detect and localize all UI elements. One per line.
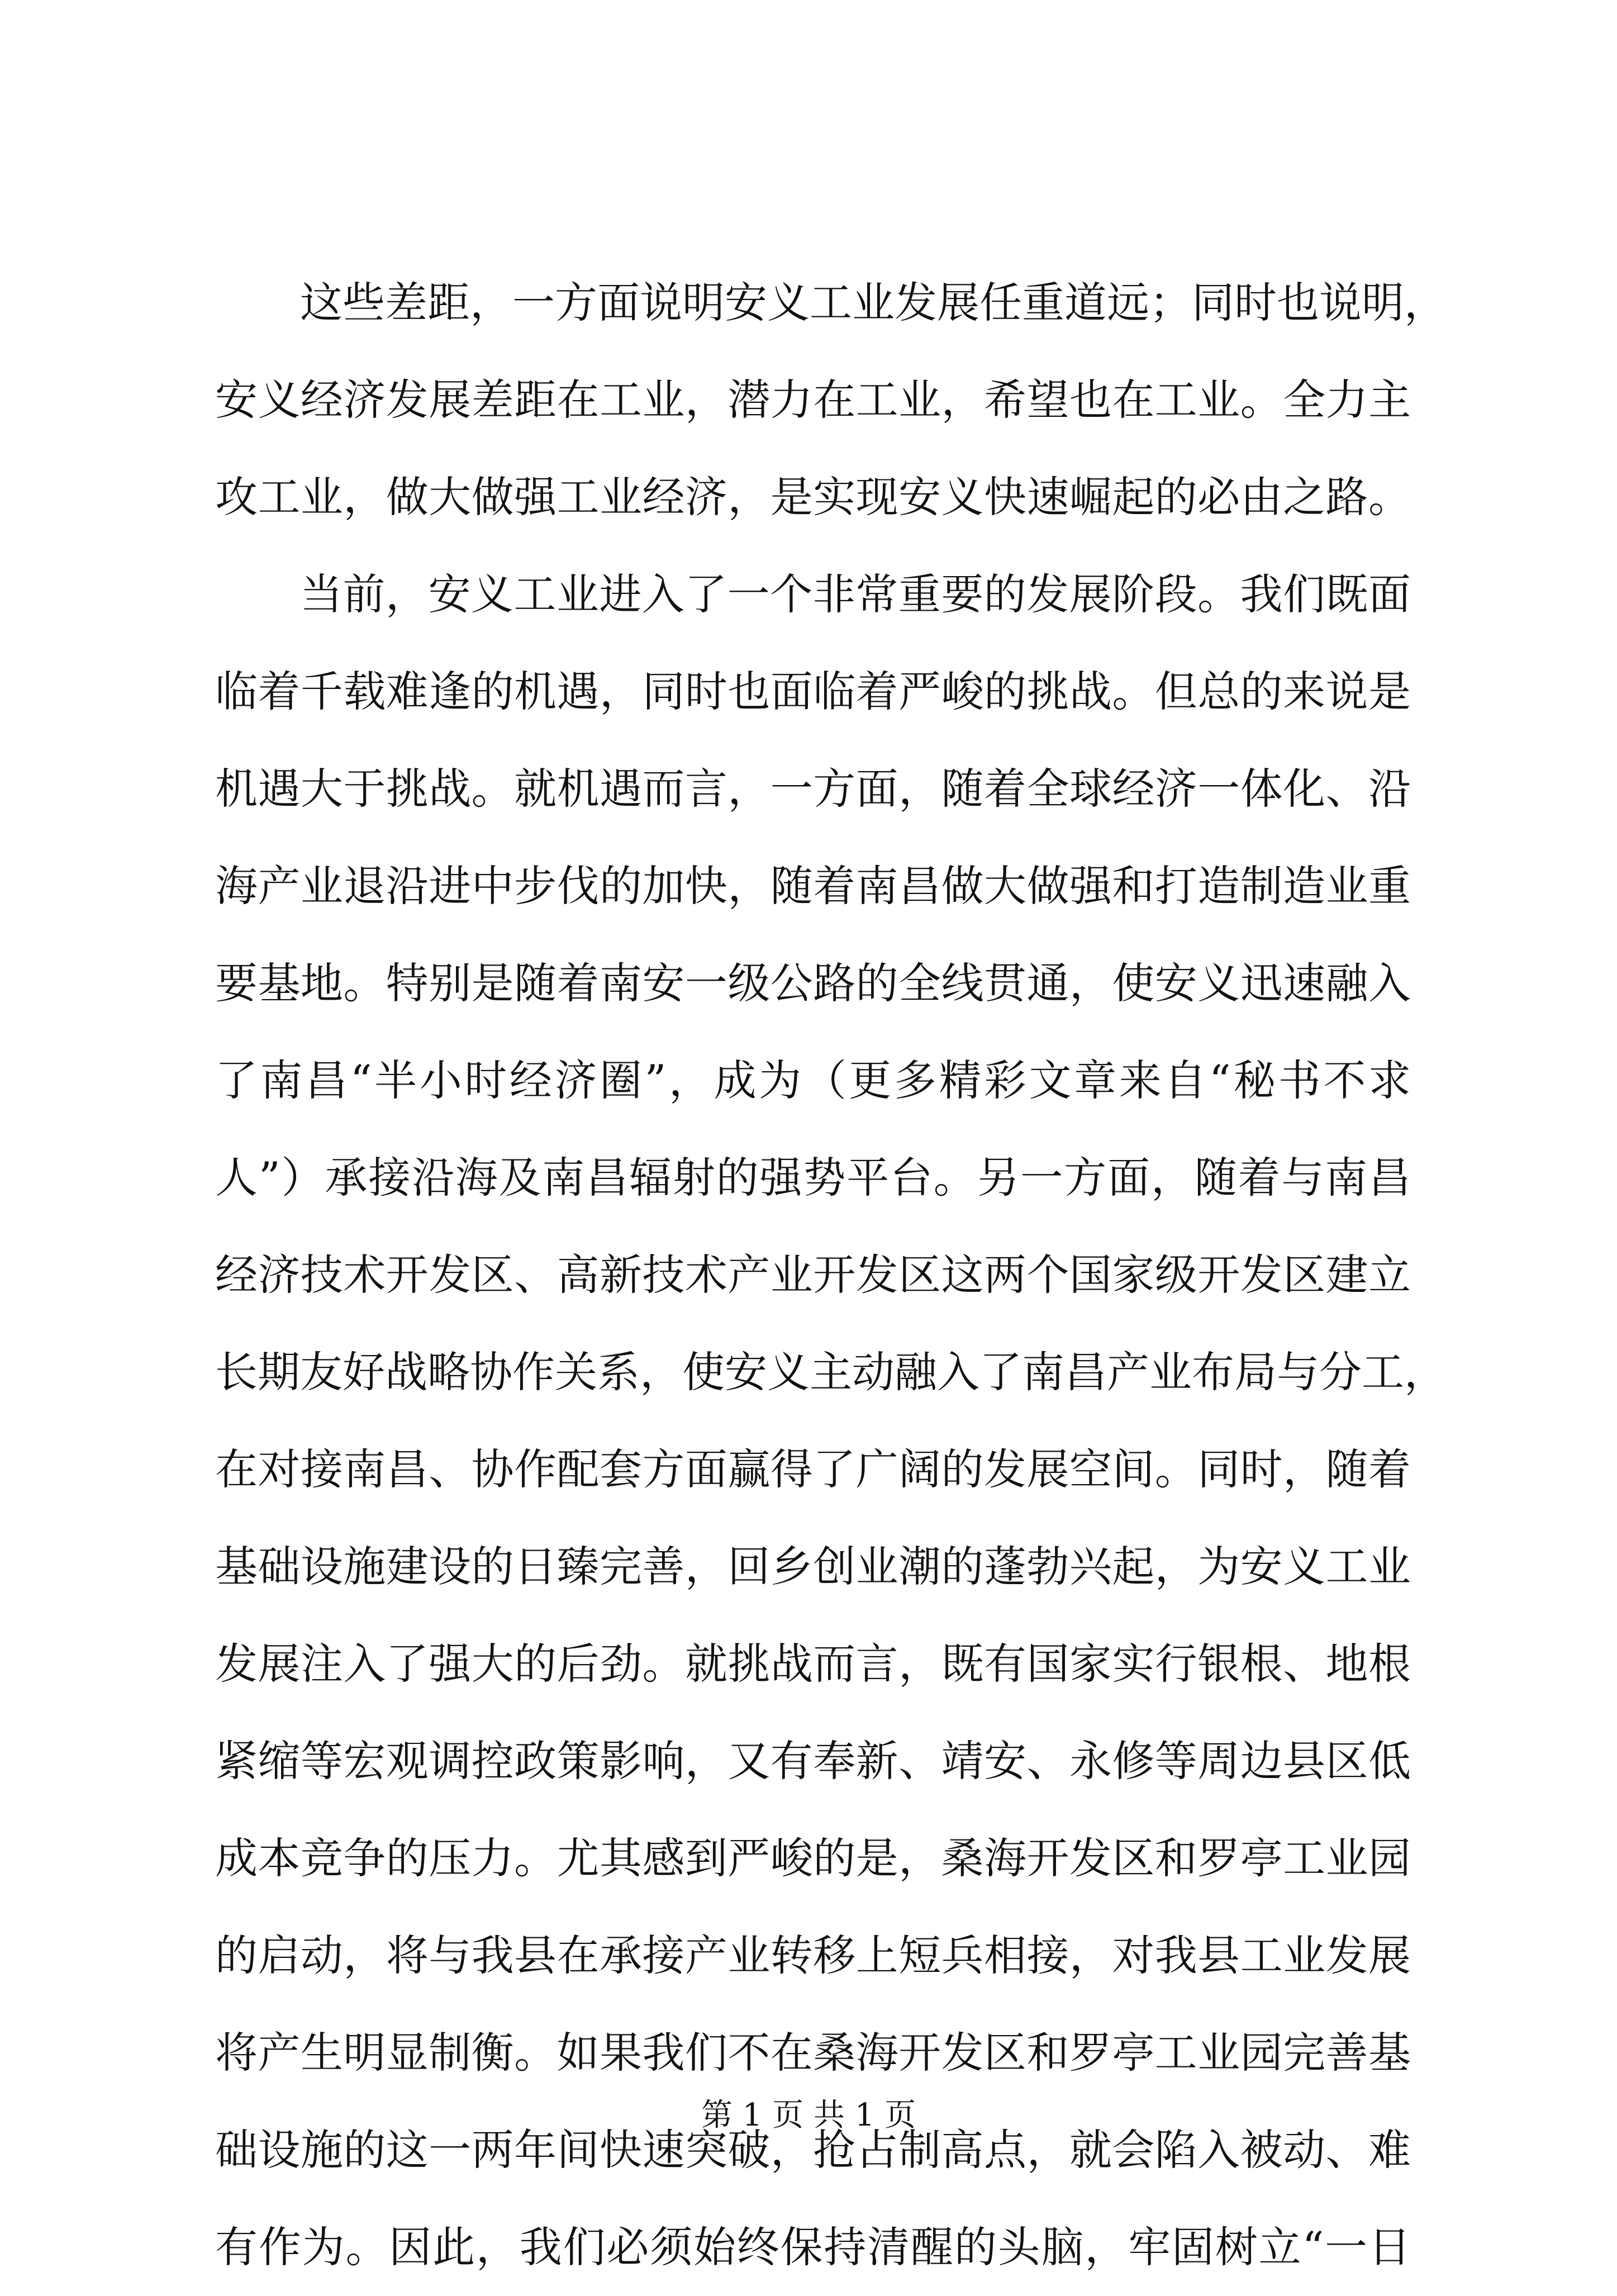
paragraph-2-line-9: 长期友好战略协作关系，使安义主动融入了南昌产业布局与分工， (215, 1347, 1447, 1397)
paragraph-2-line-18: 有作为。因此，我们必须始终保持清醒的头脑，牢固树立“一日 (215, 2222, 1411, 2272)
paragraph-2-line-14: 成本竞争的压力。尤其感到严峻的是，桑海开发区和罗亭工业园 (215, 1833, 1411, 1883)
paragraph-1-line-2: 安义经济发展差距在工业，潜力在工业，希望也在工业。全力主 (215, 375, 1411, 425)
paragraph-1-line-3: 攻工业，做大做强工业经济，是实现安义快速崛起的必由之路。 (215, 472, 1411, 522)
paragraph-2-line-12: 发展注入了强大的后劲。就挑战而言，既有国家实行银根、地根 (215, 1639, 1411, 1689)
paragraph-2-line-13: 紧缩等宏观调控政策影响，又有奉新、靖安、永修等周边县区低 (215, 1736, 1411, 1786)
paragraph-2-line-16: 将产生明显制衡。如果我们不在桑海开发区和罗亭工业园完善基 (215, 2028, 1411, 2078)
paragraph-2-line-10: 在对接南昌、协作配套方面赢得了广阔的发展空间。同时，随着 (215, 1444, 1411, 1494)
paragraph-2-line-5: 要基地。特别是随着南安一级公路的全线贯通，使安义迅速融入 (215, 958, 1411, 1008)
paragraph-1-line-1: 这些差距，一方面说明安义工业发展任重道远；同时也说明， (300, 278, 1447, 327)
paragraph-2-line-17: 础设施的这一两年间快速突破，抢占制高点，就会陷入被动、难 (215, 2125, 1411, 2175)
paragraph-2-line-15: 的启动，将与我县在承接产业转移上短兵相接，对我县工业发展 (215, 1931, 1411, 1980)
paragraph-2-line-8: 经济技术开发区、高新技术产业开发区这两个国家级开发区建立 (215, 1250, 1411, 1300)
body-text (215, 254, 1447, 2296)
paragraph-2-line-2: 临着千载难逢的机遇，同时也面临着严峻的挑战。但总的来说是 (215, 667, 1411, 716)
paragraph-2-line-1: 当前，安义工业进入了一个非常重要的发展阶段。我们既面 (300, 569, 1411, 619)
paragraph-2-line-7: 人”）承接沿海及南昌辐射的强势平台。另一方面，随着与南昌 (215, 1153, 1411, 1202)
paragraph-2-line-4: 海产业退沿进中步伐的加快，随着南昌做大做强和打造制造业重 (215, 861, 1411, 911)
page-number-label: 第 1 页 共 1 页 (701, 2097, 916, 2133)
page-footer (0, 2093, 1617, 2138)
paragraph-2-line-11: 基础设施建设的日臻完善，回乡创业潮的蓬勃兴起，为安义工业 (215, 1542, 1411, 1591)
paragraph-2-line-3: 机遇大于挑战。就机遇而言，一方面，随着全球经济一体化、沿 (215, 764, 1411, 814)
paragraph-2-line-6: 了南昌“半小时经济圈”，成为（更多精彩文章来自“秘书不求 (215, 1056, 1411, 1105)
